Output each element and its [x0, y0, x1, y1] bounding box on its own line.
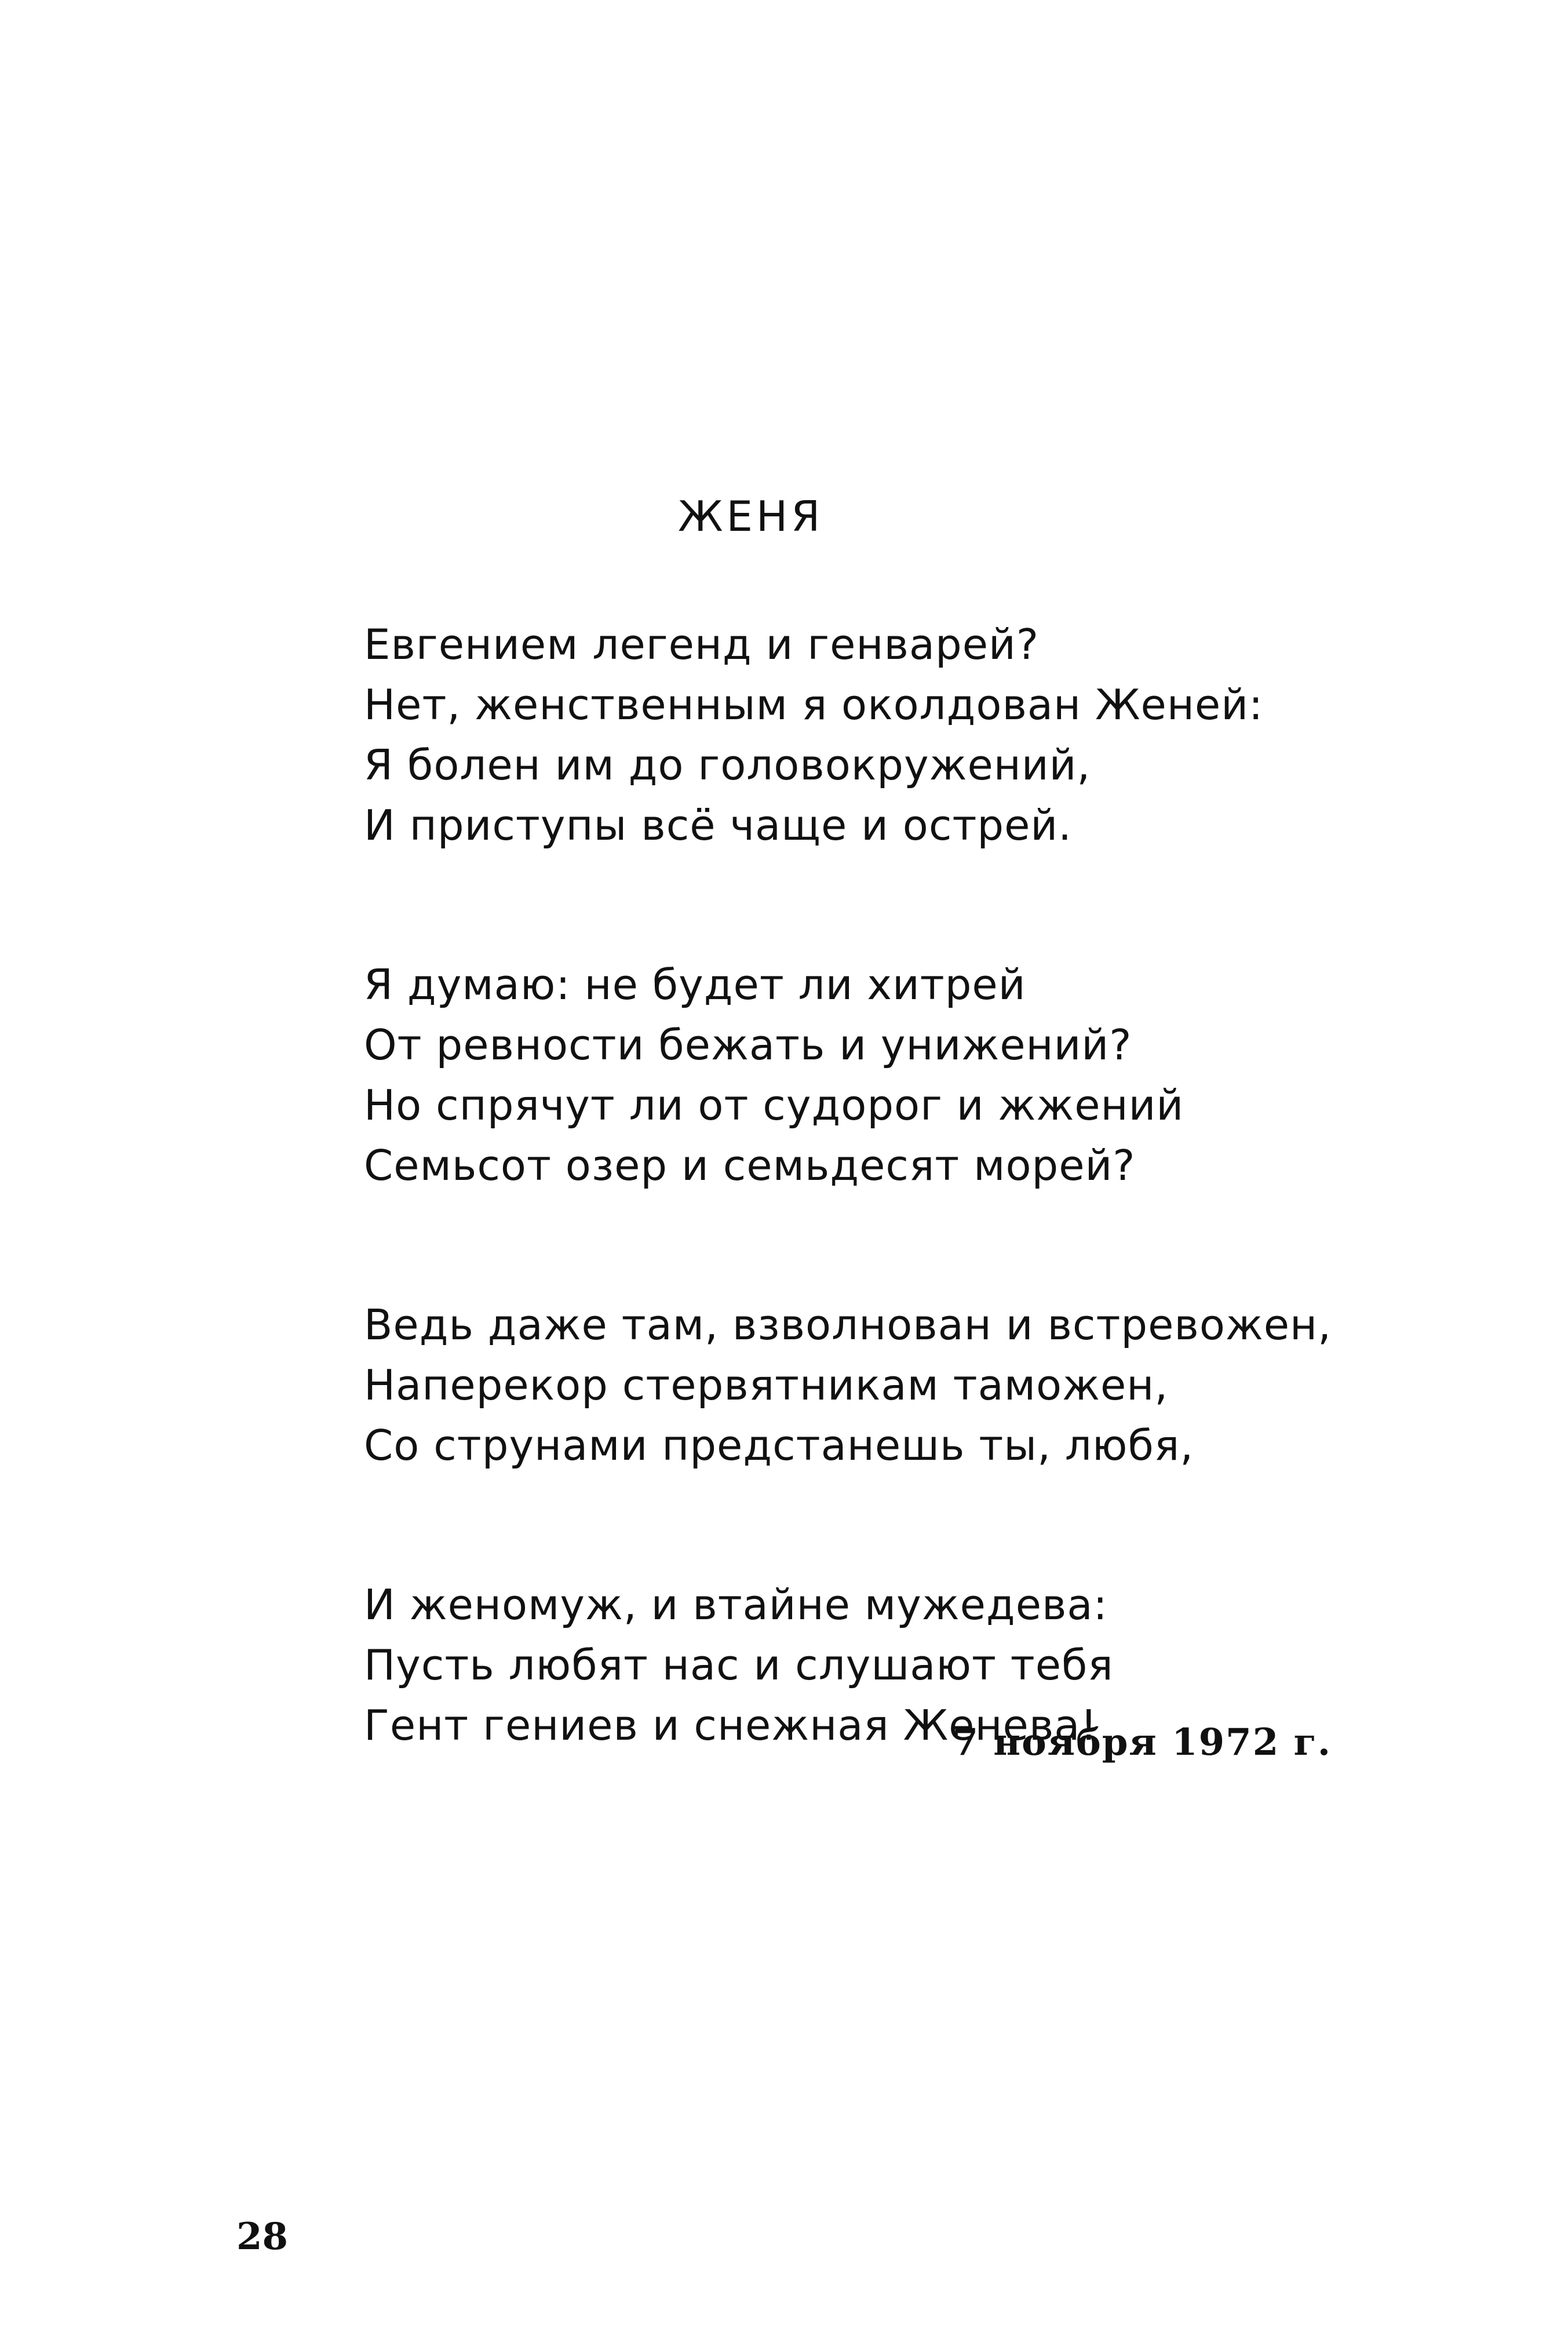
poem-title: ЖЕНЯ [678, 492, 824, 541]
page-number: 28 [236, 2215, 289, 2258]
poem-line: Пусть любят нас и слушают тебя [364, 1641, 1114, 1689]
poem-line: Гент гениев и снежная Женева! [364, 1701, 1098, 1750]
poem-body [364, 614, 1407, 1854]
poem-line: Ведь даже там, взволнован и встревожен, [364, 1300, 1332, 1349]
poem-line: Нет, женственным я околдован Женей: [364, 680, 1264, 729]
poem-line: Я болен им до головокружений, [364, 741, 1091, 789]
poem-line: И приступы всё чаще и острей. [364, 801, 1073, 850]
poem-line: Наперекор стервятникам таможен, [364, 1361, 1169, 1409]
stanza-3 [364, 1295, 1407, 1475]
poem-date: 7 ноября 1972 г. [952, 1721, 1332, 1764]
poem-line: От ревности бежать и унижений? [364, 1021, 1132, 1069]
poem-line: Я думаю: не будет ли хитрей [364, 960, 1026, 1009]
poem-line: Евгением легенд и генварей? [364, 620, 1040, 669]
poem-line: И женомуж, и втайне мужедева: [364, 1580, 1108, 1629]
stanza-1 [364, 614, 1407, 855]
poem-line: Семьсот озер и семьдесят морей? [364, 1141, 1136, 1190]
poem-line: Со струнами предстанешь ты, любя, [364, 1421, 1194, 1470]
poem-line: Но спрячут ли от судорог и жжений [364, 1081, 1184, 1129]
stanza-2 [364, 954, 1407, 1196]
